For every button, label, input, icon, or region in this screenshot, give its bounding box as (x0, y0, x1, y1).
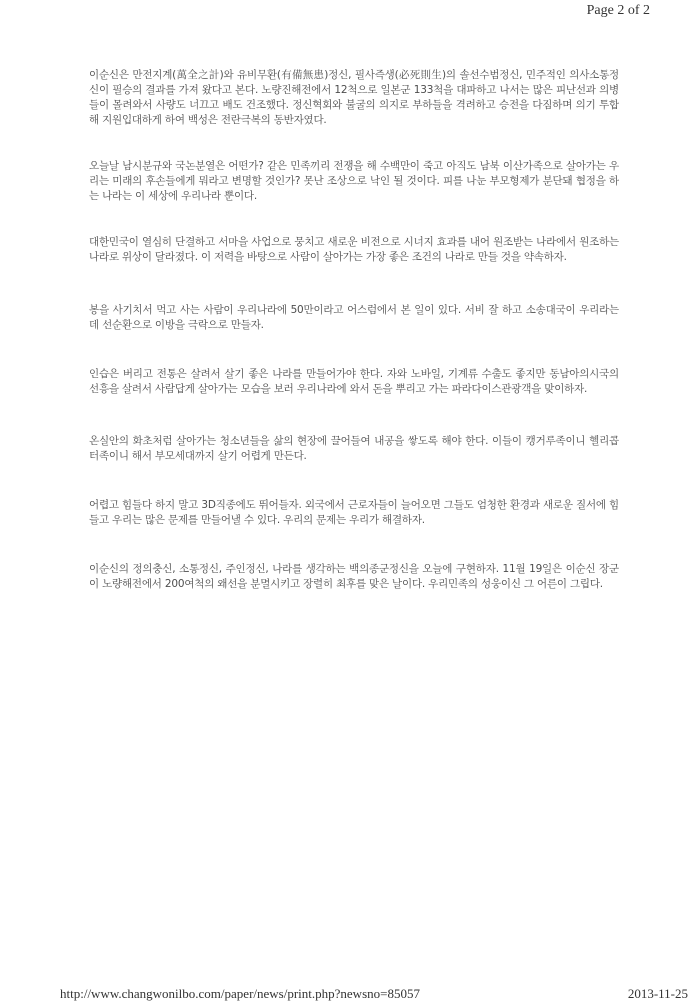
paragraph-3: 대한민국이 열심히 단결하고 서마을 사업으로 뭉치고 새로운 비전으로 시너지 효과를 내어 원조받는 나라에서 원조하는 나라로 위상이 달라졌다. 이 저력을 바탕으로 사람이 살아가는 가장 좋은 조건의 나라로 만들 것을 약속하자. (89, 236, 619, 263)
page-number-label: Page 2 of 2 (586, 3, 650, 18)
paragraph-4: 봉을 사기치서 먹고 사는 사람이 우리나라에 50만이라고 어스럼에서 본 일이 있다. 서비 잘 하고 소송대국이 우리라는데 선순환으로 이방을 극락으로 만들자. (89, 304, 619, 331)
paragraph-5: 인습은 버리고 전통은 살려서 살기 좋은 나라를 만들어가야 한다. 자와 노바일, 기계류 수출도 좋지만 동남아의시국의 선흥을 살려서 사람답게 살아가는 모습을 보러 우리나라에 와서 돈을 뿌리고 가는 파라다이스관광객을 맞이하자. (89, 368, 619, 395)
footer-url: http://www.changwonilbo.com/paper/news/print.php?newsno=85057 (60, 986, 420, 1001)
paragraph-6: 온실안의 화초처럼 살아가는 청소년들을 삶의 현장에 끌어들여 내공을 쌓도록 해야 한다. 이들이 캥거루족이니 헬리콥터족이니 해서 부모세대까지 살기 어렵게 만든다. (89, 435, 619, 462)
paragraph-7: 어렵고 힘들다 하지 말고 3D직종에도 뛰어들자. 외국에서 근로자들이 늘어오면 그들도 엄청한 환경과 새로운 질서에 힘들고 우리는 많은 문제를 만들어낼 수 있다. 우리의 문제는 우리가 해결하자. (89, 499, 619, 526)
paragraph-8: 이순신의 정의충신, 소통정신, 주인정신, 나라를 생각하는 백의종군정신을 오늘에 구현하자. 11월 19일은 이순신 장군이 노량해전에서 200여척의 왜선을 분멸시키고 장렬히 최후를 맞은 날이다. 우리민족의 성웅이신 그 어른이 그립다. (89, 563, 619, 590)
footer-date: 2013-11-25 (627, 986, 688, 1001)
paragraph-1: 이순신은 만전지계(萬全之計)와 유비무환(有備無患)정신, 필사즉생(必死則生)의 솔선수범정신, 민주적인 의사소통정신이 필승의 결과를 가져 왔다고 본다. 노량진해전에서 12척으로 일본군 133척을 대파하고 나서는 많은 피난선과 의병들이 몰려와서 사량도 너끄고 배도 건조했다. 정신혁회와 불굴의 의지로 부하들을 격려하고 승전을 다짐하며 의기 투합해 지원입대하게 하여 백성은 전란극복의 동반자였다. (89, 69, 619, 126)
paragraph-2: 오늘날 남시분규와 국논분열은 어떤가? 같은 민족끼리 전쟁을 해 수백만이 죽고 아직도 남북 이산가족으로 살아가는 우리는 미래의 후손들에게 뭐라고 변명할 것인가? 못난 조상으로 낙인 될 것이다. 피를 나눈 부모형제가 분단돼 협정을 하는 나라는 이 세상에 우리나라 뿐이다. (89, 160, 619, 202)
article-body (89, 68, 619, 592)
